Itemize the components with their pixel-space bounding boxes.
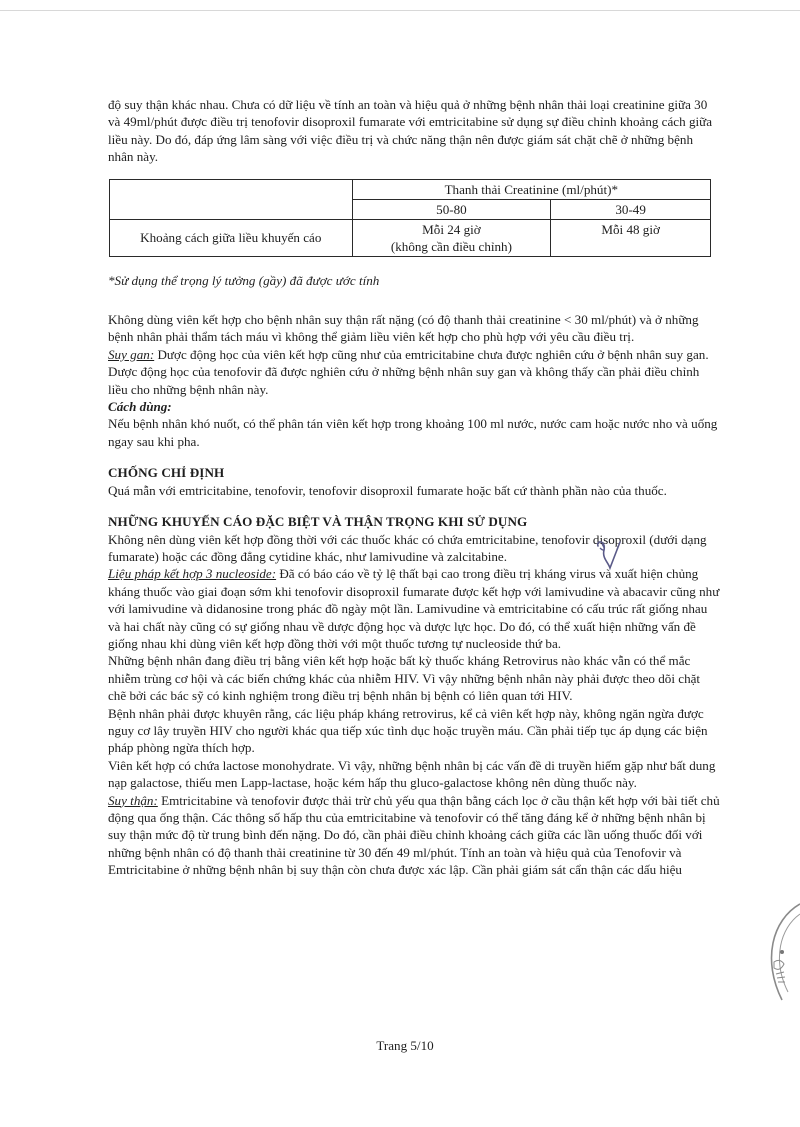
contraindications-heading: CHỐNG CHỈ ĐỊNH <box>108 465 225 481</box>
table-empty-cell <box>110 179 353 219</box>
table-col1-value <box>352 219 551 256</box>
table-row <box>110 219 711 256</box>
administration-text: Nếu bệnh nhân khó nuốt, có thể phân tán viên kết hợp trong khoảng 100 ml nước, nước cam hoặc nước nho và uống ngay sau khi pha. <box>108 416 718 449</box>
hepatic-label: Suy gan: <box>108 346 155 362</box>
table-col1-value-line2: (không cần điều chỉnh) <box>390 238 512 254</box>
table-col1-value-line1: Mỗi 24 giờ <box>422 221 481 237</box>
triple-nucleoside-label: Liệu pháp kết hợp 3 nucleoside: <box>108 566 277 582</box>
severe-renal-paragraph: Không dùng viên kết hợp cho bệnh nhân suy thận rất nặng (có độ thanh thải creatinine < 30 ml/phút) và ở những bệnh nhân phải thẩm tách máu vì không thể giảm liều viên kết hợp cho phù hợp với yêu cầu điều trị. <box>108 312 699 345</box>
creatinine-clearance-table <box>109 179 711 257</box>
warnings-paragraph-5: Viên kết hợp có chứa lactose monohydrate. Vì vậy, những bệnh nhân bị các vấn đề di truyền hiếm gặp như bất dung nạp galactose, thiếu men Lapp-lactase, hoặc kém hấp thu gluco-galactose không nên dùng thuốc này. <box>108 757 716 791</box>
warnings-paragraph-4: Bệnh nhân phải được khuyên rằng, các liệu pháp kháng retrovirus, kể cả viên kết hợp này, không ngăn ngừa được nguy cơ lây truyền HIV cho người khác qua tiếp xúc tình dục hoặc truyền máu. Cần phải tiếp tục áp dụng các biện pháp phòng ngừa thích hợp. <box>108 705 708 756</box>
contraindications-text: Quá mẫn với emtricitabine, tenofovir, tenofovir disoproxil fumarate hoặc bất cứ thành phần nào của thuốc. <box>108 482 667 498</box>
renal-text: Emtricitabine và tenofovir được thải trừ chủ yếu qua thận bằng cách lọc ở cầu thận kết hợp với bài tiết chủ động qua ống thận. Các thông số hấp thu của emtricitabine và tenofovir có thể tăng đáng kể ở những bệnh nhân bị suy thận mức độ từ trung bình đến nặng. Do đó, cần phải điều chỉnh khoảng cách giữa các lần uống thuốc đối với những bệnh nhân có độ thanh thải creatinine từ 30 đến 49 ml/phút. Tính an toàn và hiệu quả của Tenofovir và Emtricitabine ở những bệnh nhân bị suy thận còn chưa được xác lập. Cần phải giám sát cẩn thận các dấu hiệu <box>108 792 720 878</box>
triple-nucleoside-paragraph <box>108 565 720 652</box>
triple-nucleoside-text: Đã có báo cáo về tỷ lệ thất bại cao trong điều trị kháng virus và xuất hiện chủng kháng thuốc vào giai đoạn sớm khi tenofovir disoproxil fumarate được kết hợp với lamivudine và abacavir cũng như với lamivudine và didanosine trong phác đồ ngày một lần. Lamivudine và emtricitabine có cấu trúc rất giống nhau và hai chất này cũng có sự giống nhau về dược động học và dược lực học. Do đó, có thể xuất hiện những vấn đề giống nhau khi dùng viên kết hợp đồng thời với một thuốc tương tự nucleoside thứ ba. <box>108 566 720 651</box>
renal-label: Suy thận: <box>108 792 158 808</box>
hepatic-text: Dược động học của viên kết hợp cũng như của emtricitabine chưa được nghiên cứu ở bệnh nhân suy gan. Dược động học của tenofovir đã được nghiên cứu ở những bệnh nhân suy gan và không thấy cần phải điều chỉnh liều cho những bệnh nhân này. <box>108 346 709 397</box>
renal-paragraph <box>108 792 720 879</box>
hepatic-paragraph <box>108 346 720 398</box>
handwritten-initial-mark <box>594 538 624 578</box>
table-footnote: *Sử dụng thể trọng lý tưởng (gầy) đã được ước tính <box>108 272 380 288</box>
warnings-paragraph-3: Những bệnh nhân đang điều trị bằng viên kết hợp hoặc bất kỳ thuốc kháng Retrovirus nào khác vẫn có thể mắc nhiễm trùng cơ hội và các biến chứng khác của nhiễm HIV. Vì vậy những bệnh nhân này phải được theo dõi chặt chẽ bởi các bác sỹ có kinh nghiệm trong điều trị bệnh nhân bị bệnh có liên quan tới HIV. <box>108 653 701 704</box>
table-col1-header: 50-80 <box>352 199 551 219</box>
page-number: Trang 5/10 <box>376 1038 434 1053</box>
scan-top-edge <box>0 10 800 11</box>
warnings-paragraph-1: Không nên dùng viên kết hợp đồng thời với các thuốc khác có chứa emtricitabine, tenofovir disoproxil (dưới dạng fumarate) hoặc các đồng đẳng cytidine khác, như lamivudine và zalcitabine. <box>108 531 707 564</box>
table-row-label: Khoảng cách giữa liều khuyến cáo <box>110 219 353 256</box>
table-group-header: Thanh thải Creatinine (ml/phút)* <box>352 179 710 199</box>
partial-stamp-mark <box>752 900 800 1010</box>
table-row <box>110 179 711 199</box>
table-col2-value: Mỗi 48 giờ <box>551 219 711 256</box>
warnings-heading: NHỮNG KHUYẾN CÁO ĐẶC BIỆT VÀ THẬN TRỌNG KHI SỬ DỤNG <box>108 514 528 530</box>
table-col2-header: 30-49 <box>551 199 711 219</box>
document-page <box>108 96 720 879</box>
intro-paragraph: độ suy thận khác nhau. Chưa có dữ liệu về tính an toàn và hiệu quả ở những bệnh nhân thải loại creatinine giữa 30 và 49ml/phút được điều trị tenofovir disoproxil fumarate với emtricitabine sử dụng sự điều chỉnh khoảng cách giữa liều này. Do đó, đáp ứng lâm sàng với việc điều trị và chức năng thận nên được giám sát chặt chẽ ở những bệnh nhân này. <box>108 97 713 165</box>
administration-heading: Cách dùng: <box>108 399 172 415</box>
